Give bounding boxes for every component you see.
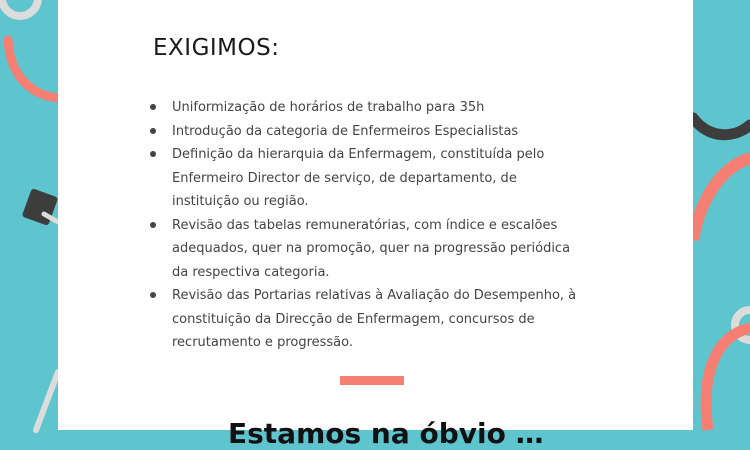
list-item [148, 284, 588, 355]
list-item-text: Introdução da categoria de Enfermeiros Especialistas [172, 123, 519, 139]
content-card [58, 0, 693, 450]
salmon-arc-bottom-right [706, 328, 750, 430]
list-item-text: Revisão das Portarias relativas à Avaliação do Desempenho, à constituição da Direcção de Enfermagem, concursos de recrutamento e progressão. [172, 288, 577, 350]
bullet-icon [150, 128, 156, 134]
list-item [148, 143, 588, 214]
bullet-icon [150, 104, 156, 110]
dark-arc-right [693, 118, 750, 135]
list-item [148, 96, 588, 120]
section-heading: EXIGIMOS: [153, 35, 280, 61]
demands-list [148, 96, 588, 355]
list-item-text: Definição da hierarquia da Enfermagem, constituída pelo Enfermeiro Director de serviço, de departamento, de instituição ou região. [172, 147, 545, 209]
list-item-text: Revisão das tabelas remuneratórias, com índice e escalões adequados, quer na promoção, quer na progressão periódica da respectiva categoria. [172, 217, 571, 280]
bullet-icon [150, 151, 156, 157]
footer-heading: Estamos na óbvio … [228, 417, 544, 450]
ring-top-left [2, 0, 38, 16]
list-item [148, 214, 588, 285]
bullet-icon [150, 292, 156, 298]
bullet-icon [150, 222, 156, 228]
white-stick-bottom-left [36, 372, 58, 430]
salmon-arc-right [693, 158, 750, 240]
list-item [148, 120, 588, 144]
accent-divider [340, 376, 404, 385]
list-item-text: Uniformização de horários de trabalho para 35h [172, 100, 485, 115]
salmon-arc-top-left [8, 40, 58, 98]
